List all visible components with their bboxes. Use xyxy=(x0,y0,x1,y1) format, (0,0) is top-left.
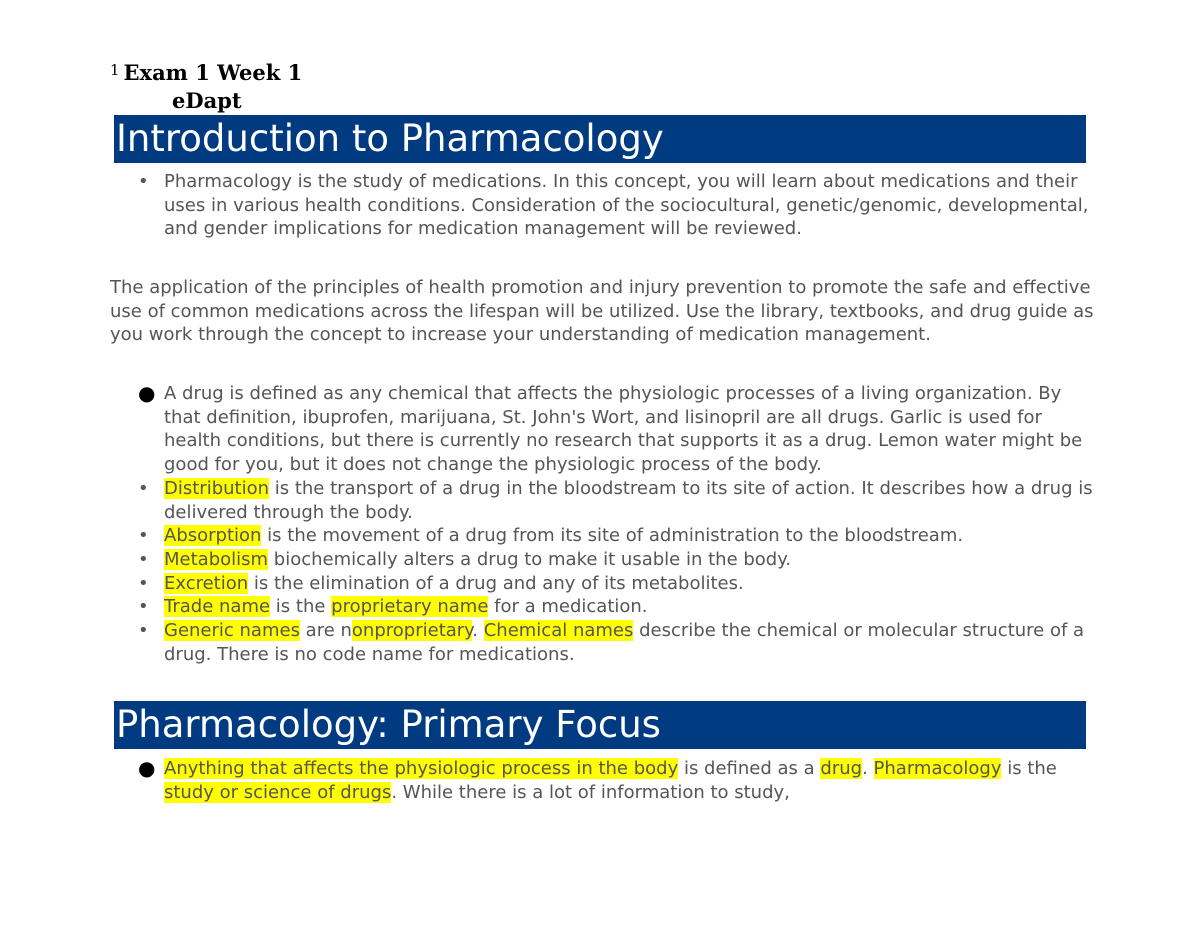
list-item-text: is the movement of a drug from its site of administration to the bloodstream. xyxy=(261,525,964,547)
list-item xyxy=(114,757,1099,804)
highlighted-term: proprietary name xyxy=(331,596,489,618)
bullet-icon: • xyxy=(138,477,149,499)
highlighted-term: Metabolism xyxy=(164,548,269,570)
highlighted-term: Chemical names xyxy=(483,620,634,642)
list-item xyxy=(114,548,1099,572)
list-item-text: A drug is defined as any chemical that affects the physiologic processes of a living organization. By that definition, ibuprofen, marijuana, St. John's Wort, and lisinopril are all drugs. Garlic is used for health conditions, but there is currently no research that supports it as a drug. Lemon water might be good for you, but it does not change the physiologic process of the body. xyxy=(164,383,1083,476)
highlighted-term: Generic names xyxy=(164,620,300,642)
highlighted-term: Anything that affects the physiologic process in the body xyxy=(164,758,679,779)
list-item xyxy=(114,477,1099,524)
bullet-icon: • xyxy=(138,596,149,618)
highlighted-term: onproprietary xyxy=(351,620,473,642)
bullet-icon: • xyxy=(138,548,149,570)
intro-list xyxy=(114,170,1089,241)
document-header xyxy=(110,56,302,115)
document-subtitle: eDapt xyxy=(172,88,242,113)
section-heading-primary-focus: Pharmacology: Primary Focus xyxy=(114,701,1086,749)
highlighted-term: Distribution xyxy=(164,477,270,499)
list-item-text: describe the chemical or molecular structure of a drug. There is no code name for medications. xyxy=(164,620,1085,665)
highlighted-term: drug xyxy=(820,758,863,779)
paragraph-text: The application of the principles of health promotion and injury prevention to promote the safe and effective use of common medications across the lifespan will be utilized. Use the library, textbooks, and drug guide as you work through the concept to increase your understanding of medication management. xyxy=(110,277,1094,346)
bullet-icon: • xyxy=(138,620,149,642)
bullet-icon: ● xyxy=(138,756,156,780)
highlighted-term: Trade name xyxy=(164,596,271,618)
bullet-icon: ● xyxy=(138,381,156,405)
list-item-text: for a medication. xyxy=(488,596,648,618)
section-heading-introduction: Introduction to Pharmacology xyxy=(114,115,1086,163)
highlighted-term: Absorption xyxy=(164,525,262,547)
intro-paragraph xyxy=(110,276,1095,347)
bullet-icon: • xyxy=(138,572,149,594)
list-item xyxy=(114,595,1099,619)
list-item-text: is the transport of a drug in the bloodstream to its site of action. It describes how a drug is delivered through the body. xyxy=(164,477,1093,523)
definitions-list xyxy=(114,382,1099,666)
footnote-number: 1 xyxy=(110,61,120,79)
list-item xyxy=(114,619,1099,666)
list-item-text: . While there is a lot of information to study, xyxy=(391,781,790,803)
document-title: Exam 1 Week 1 xyxy=(123,60,303,85)
list-item xyxy=(114,572,1099,596)
bullet-icon: • xyxy=(138,171,149,192)
list-item-text: . xyxy=(862,758,874,779)
list-item-text: biochemically alters a drug to make it usable in the body. xyxy=(268,548,792,570)
bullet-icon: • xyxy=(138,525,149,547)
highlighted-term: study or science of drugs xyxy=(164,781,392,803)
list-item-text: is the elimination of a drug and any of its metabolites. xyxy=(248,572,744,594)
list-item-text: is the xyxy=(1001,758,1057,779)
list-item xyxy=(114,170,1089,241)
highlighted-term: Pharmacology xyxy=(873,758,1002,779)
list-item-text: is defined as a xyxy=(678,758,821,779)
list-item-text: . xyxy=(472,620,484,642)
list-item xyxy=(114,382,1099,477)
primary-focus-list xyxy=(114,757,1099,804)
list-item-text: are n xyxy=(299,620,352,642)
list-item xyxy=(114,524,1099,548)
list-item-text: is the xyxy=(270,596,332,618)
highlighted-term: Excretion xyxy=(164,572,249,594)
list-item-text: Pharmacology is the study of medications. In this concept, you will learn about medications and their uses in various health conditions. Consideration of the sociocultural, genetic/genomic, developmental, and gender implications for medication management will be reviewed. xyxy=(164,171,1089,240)
